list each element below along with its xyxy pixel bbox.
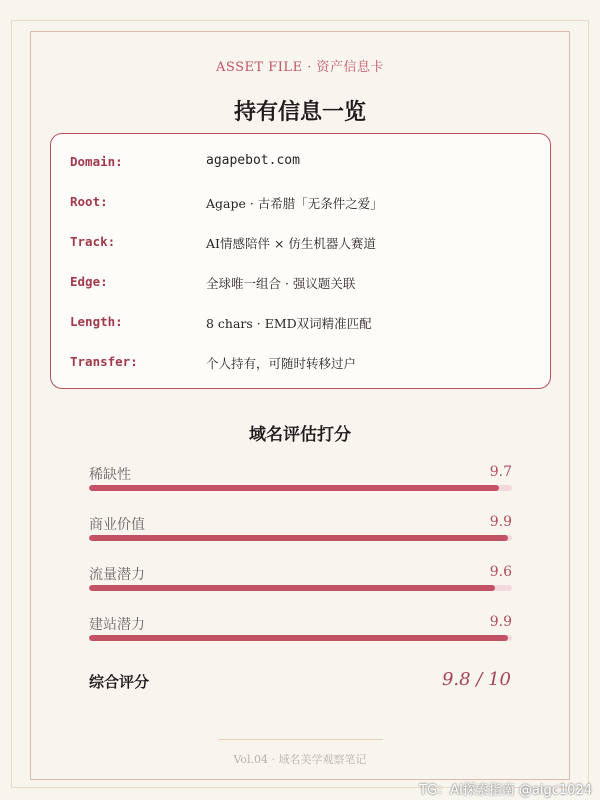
- score-bar-fill: [89, 535, 508, 541]
- score-label: 流量潜力: [89, 567, 145, 583]
- info-key: Transfer:: [70, 354, 138, 369]
- info-value-domain: agapebot.com: [206, 153, 300, 168]
- score-bar-track: [89, 535, 512, 541]
- holding-info-card: [50, 133, 551, 389]
- score-value: 9.9: [489, 514, 512, 530]
- footer-caption: Vol.04 · 域名美学观察笔记: [233, 753, 367, 766]
- score-bar-fill: [89, 485, 499, 491]
- score-row-scarcity: [89, 464, 512, 494]
- info-row-transfer: [51, 354, 550, 374]
- score-value: 9.6: [489, 564, 512, 580]
- info-value: 全球唯一组合 · 强议题关联: [206, 276, 356, 291]
- watermark: TG：AI探索指南 @aigc1024: [419, 783, 592, 798]
- info-row-track: [51, 234, 550, 254]
- info-value: 个人持有，可随时转移过户: [206, 356, 357, 371]
- score-bar-fill: [89, 585, 495, 591]
- score-row-site-building: [89, 614, 512, 644]
- info-row-edge: [51, 274, 550, 294]
- score-bar-fill: [89, 635, 508, 641]
- info-value: AI情感陪伴 × 仿生机器人赛道: [206, 236, 376, 251]
- info-key: Edge:: [70, 274, 108, 289]
- info-key: Track:: [70, 234, 116, 249]
- score-value: 9.7: [489, 464, 512, 480]
- info-row-root: [51, 194, 550, 214]
- info-row-length: [51, 314, 550, 334]
- card-eyebrow: ASSET FILE · 资产信息卡: [216, 60, 384, 75]
- score-bar-track: [89, 485, 512, 491]
- footer-divider: [218, 739, 383, 740]
- info-key: Root:: [70, 194, 108, 209]
- score-bar-track: [89, 585, 512, 591]
- score-label: 商业价值: [89, 517, 145, 533]
- info-value: 8 chars · EMD双词精准匹配: [206, 316, 372, 331]
- score-row-traffic: [89, 564, 512, 594]
- overall-score-label: 综合评分: [89, 673, 150, 691]
- page-title: 持有信息一览: [233, 99, 366, 125]
- score-section-title: 域名评估打分: [249, 425, 351, 445]
- info-row-domain: [51, 154, 550, 174]
- score-bar-track: [89, 635, 512, 641]
- score-label: 稀缺性: [89, 467, 131, 483]
- score-label: 建站潜力: [89, 617, 145, 633]
- score-value: 9.9: [489, 614, 512, 630]
- info-value: Agape · 古希腊「无条件之爱」: [206, 196, 383, 211]
- score-row-commercial: [89, 514, 512, 544]
- info-key: Length:: [70, 314, 123, 329]
- overall-score-value: 9.8 / 10: [441, 669, 511, 690]
- info-key: Domain:: [70, 154, 123, 169]
